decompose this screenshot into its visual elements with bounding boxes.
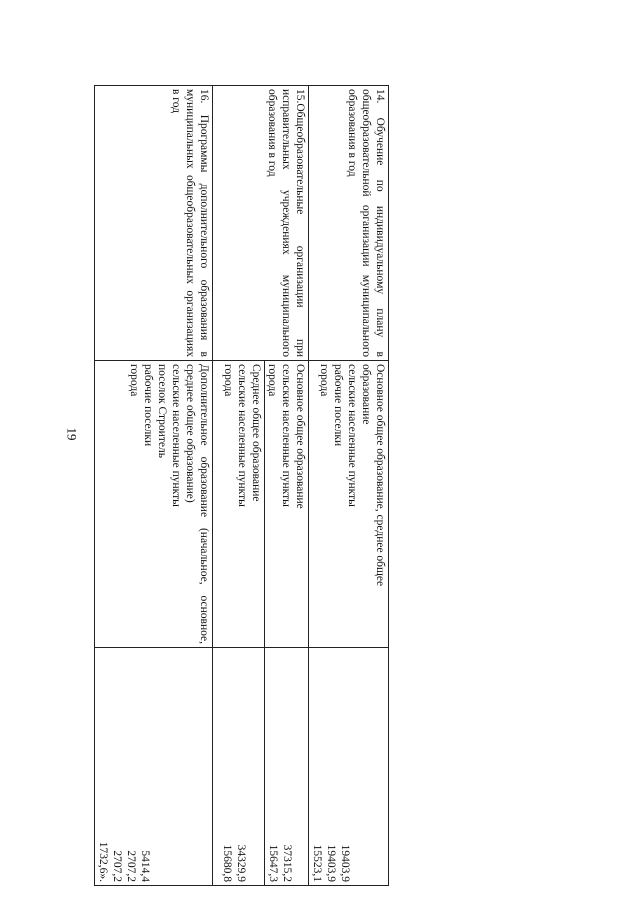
value: 2707,2 [111,850,124,882]
settlement-type: сельские населенные пункты [235,364,248,507]
value: 34329,9 [235,844,247,882]
settlement-type: города [317,364,330,397]
values-block-basic [264,648,308,885]
value: 19403,9 [325,844,338,882]
education-level: Основное общее образование, среднее общее образование [359,364,386,587]
value: 19403,9 [339,844,352,882]
settlement-type: города [127,364,140,397]
settlement-type: рабочие поселки [331,364,344,447]
education-level-cell [213,361,309,648]
value: 15680,8 [220,844,233,882]
values-block-secondary [219,648,264,885]
education-level: Среднее общее образование [250,364,262,502]
value: 2707,2 [125,850,138,882]
education-level: Основное общее образование [294,364,306,509]
page-number: 19 [64,427,80,441]
tariff-table [94,85,389,886]
values-cell [309,648,389,886]
service-name-cell: 14. Обучение по индивидуальному плану в общеобразовательной организации муниципального образования в год [309,86,389,361]
value: 5414,4 [139,850,152,882]
settlement-type: сельские населенные пункты [279,364,292,507]
table-row [309,86,389,886]
settlement-type: поселок Строитель [155,364,168,458]
rotated-table-wrapper [95,85,389,885]
education-level-cell [95,361,213,648]
value: 15647,3 [267,844,280,882]
settlement-type: сельские населенные пункты [169,364,182,507]
education-level-cell [309,361,389,648]
settlement-type: города [221,364,234,397]
values-cell [213,648,309,886]
service-name-cell: 15.Общеобразовательные организации при исправительных учреждениях муниципального образования в год [213,86,309,361]
sub-block-secondary [220,361,264,647]
sub-block-basic [264,361,308,647]
settlement-type: города [265,364,278,397]
values-cell [95,648,213,886]
value: 37315,2 [281,844,294,882]
settlement-type: рабочие поселки [141,364,154,447]
education-level: Дополнительное образование (начальное, основное, среднее общее образование) [183,364,210,644]
settlement-type: сельские населенные пункты [345,364,358,507]
value: 1732,6». [97,841,110,882]
service-name-cell: 16. Программы дополнительного образования в муниципальных общеобразовательных организациях в год [95,86,213,361]
value: 15523,1 [311,844,324,882]
table-row [213,86,309,886]
table-row [95,86,213,886]
